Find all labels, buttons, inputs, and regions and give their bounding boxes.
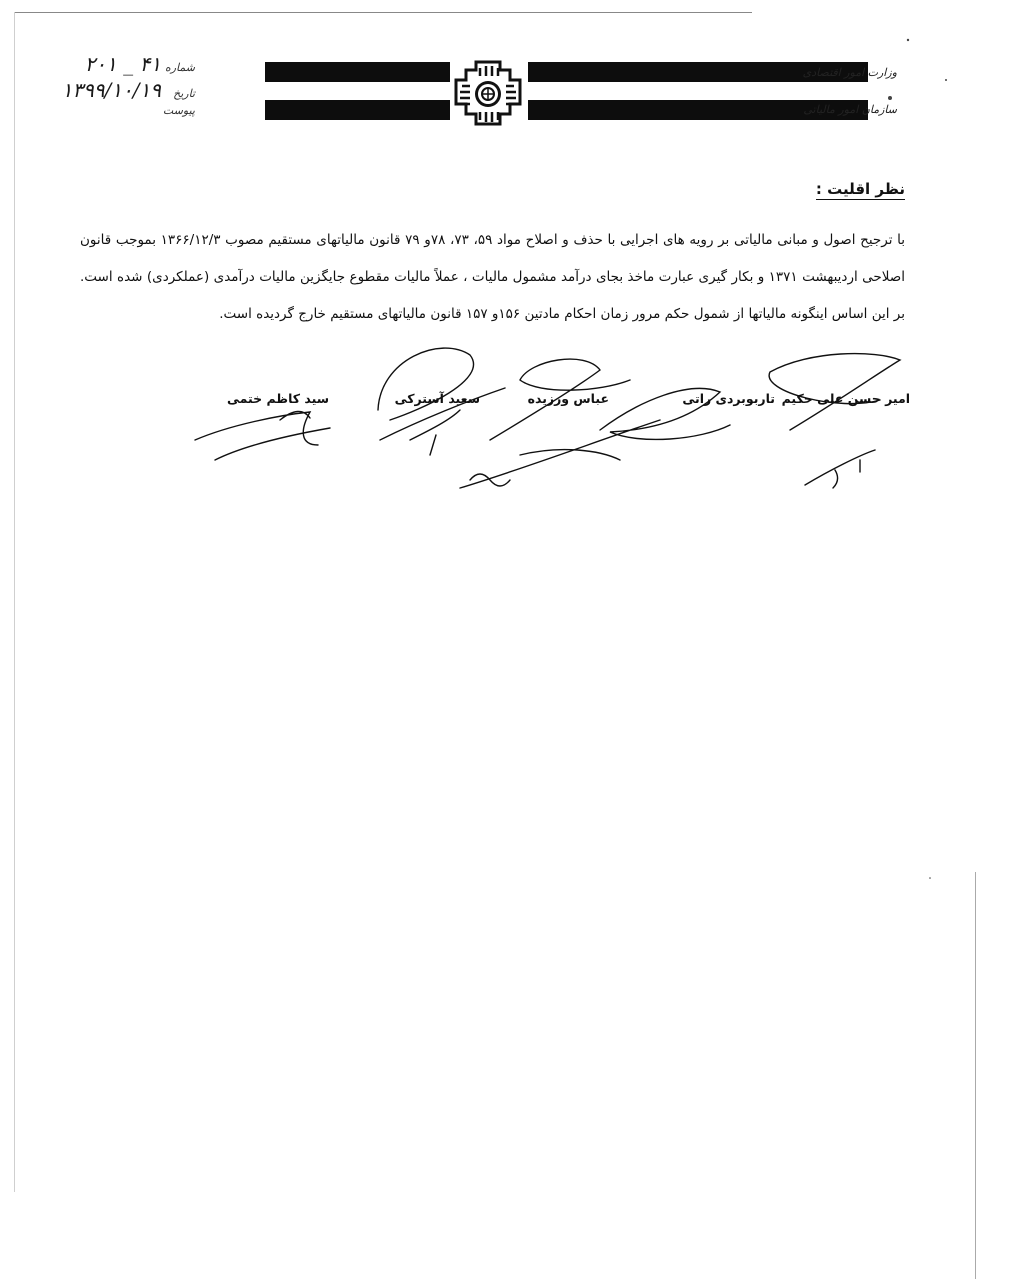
attachment-row [30, 104, 195, 130]
signature-5 [195, 411, 330, 460]
number-label: شماره [164, 61, 195, 74]
date-row [30, 78, 195, 104]
letterhead-band [265, 100, 450, 120]
tax-organization-emblem-icon [450, 58, 526, 130]
signature-1 [769, 354, 900, 488]
section-title: نظر اقلیت : [815, 180, 905, 198]
ministry-name: وزارت امور اقتصادی [802, 66, 897, 79]
signatory-name: سعید آسترکی [394, 391, 480, 406]
signatory-name: تاربوبردی راتی [682, 391, 775, 406]
attachment-label: پیوست [162, 104, 195, 117]
number-value: ۲۰۱ _ ۴۱ [84, 52, 161, 76]
body-paragraph: با ترجیح اصول و مبانی مالیاتی بر رویه های اجرایی با حذف و اصلاح مواد ۵۹، ۷۳، ۷۸و ۷۹ قانون مالیاتهای مستقیم مصوب ۱۳۶۶/۱۲/۳ بموجب قانون اصلاحی اردیبهشت ۱۳۷۱ و بکار گیری عبارت ماخذ بجای درآمد مشمول مالیات ، عملاً مالیات مقطوع جایگزین مالیات درآمدی (عملکردی) شده است. بر این اساس اینگونه مالیاتها از شمول حکم مرور زمان احکام مادتین ۱۵۶و ۱۵۷ قانون مالیاتهای مستقیم خارج گردیده است. [80, 231, 906, 322]
signatory-name: امیر حسن علی حکیم [781, 391, 910, 406]
organization-name: سازمان امور مالیاتی [803, 103, 897, 116]
signature-4 [490, 359, 630, 460]
date-value: ۱۳۹۹/۱۰/۱۹ [61, 78, 161, 102]
letterhead-band [265, 62, 450, 82]
signatory-name: عباس ورزیده [527, 391, 609, 406]
date-label: تاریخ [173, 87, 195, 100]
number-row [30, 52, 195, 78]
left-scan-edge [14, 12, 15, 1192]
right-scan-edge [975, 872, 976, 1279]
top-border [14, 12, 752, 13]
reference-block [30, 52, 195, 130]
signatory-name: سید کاظم ختمی [227, 391, 329, 406]
